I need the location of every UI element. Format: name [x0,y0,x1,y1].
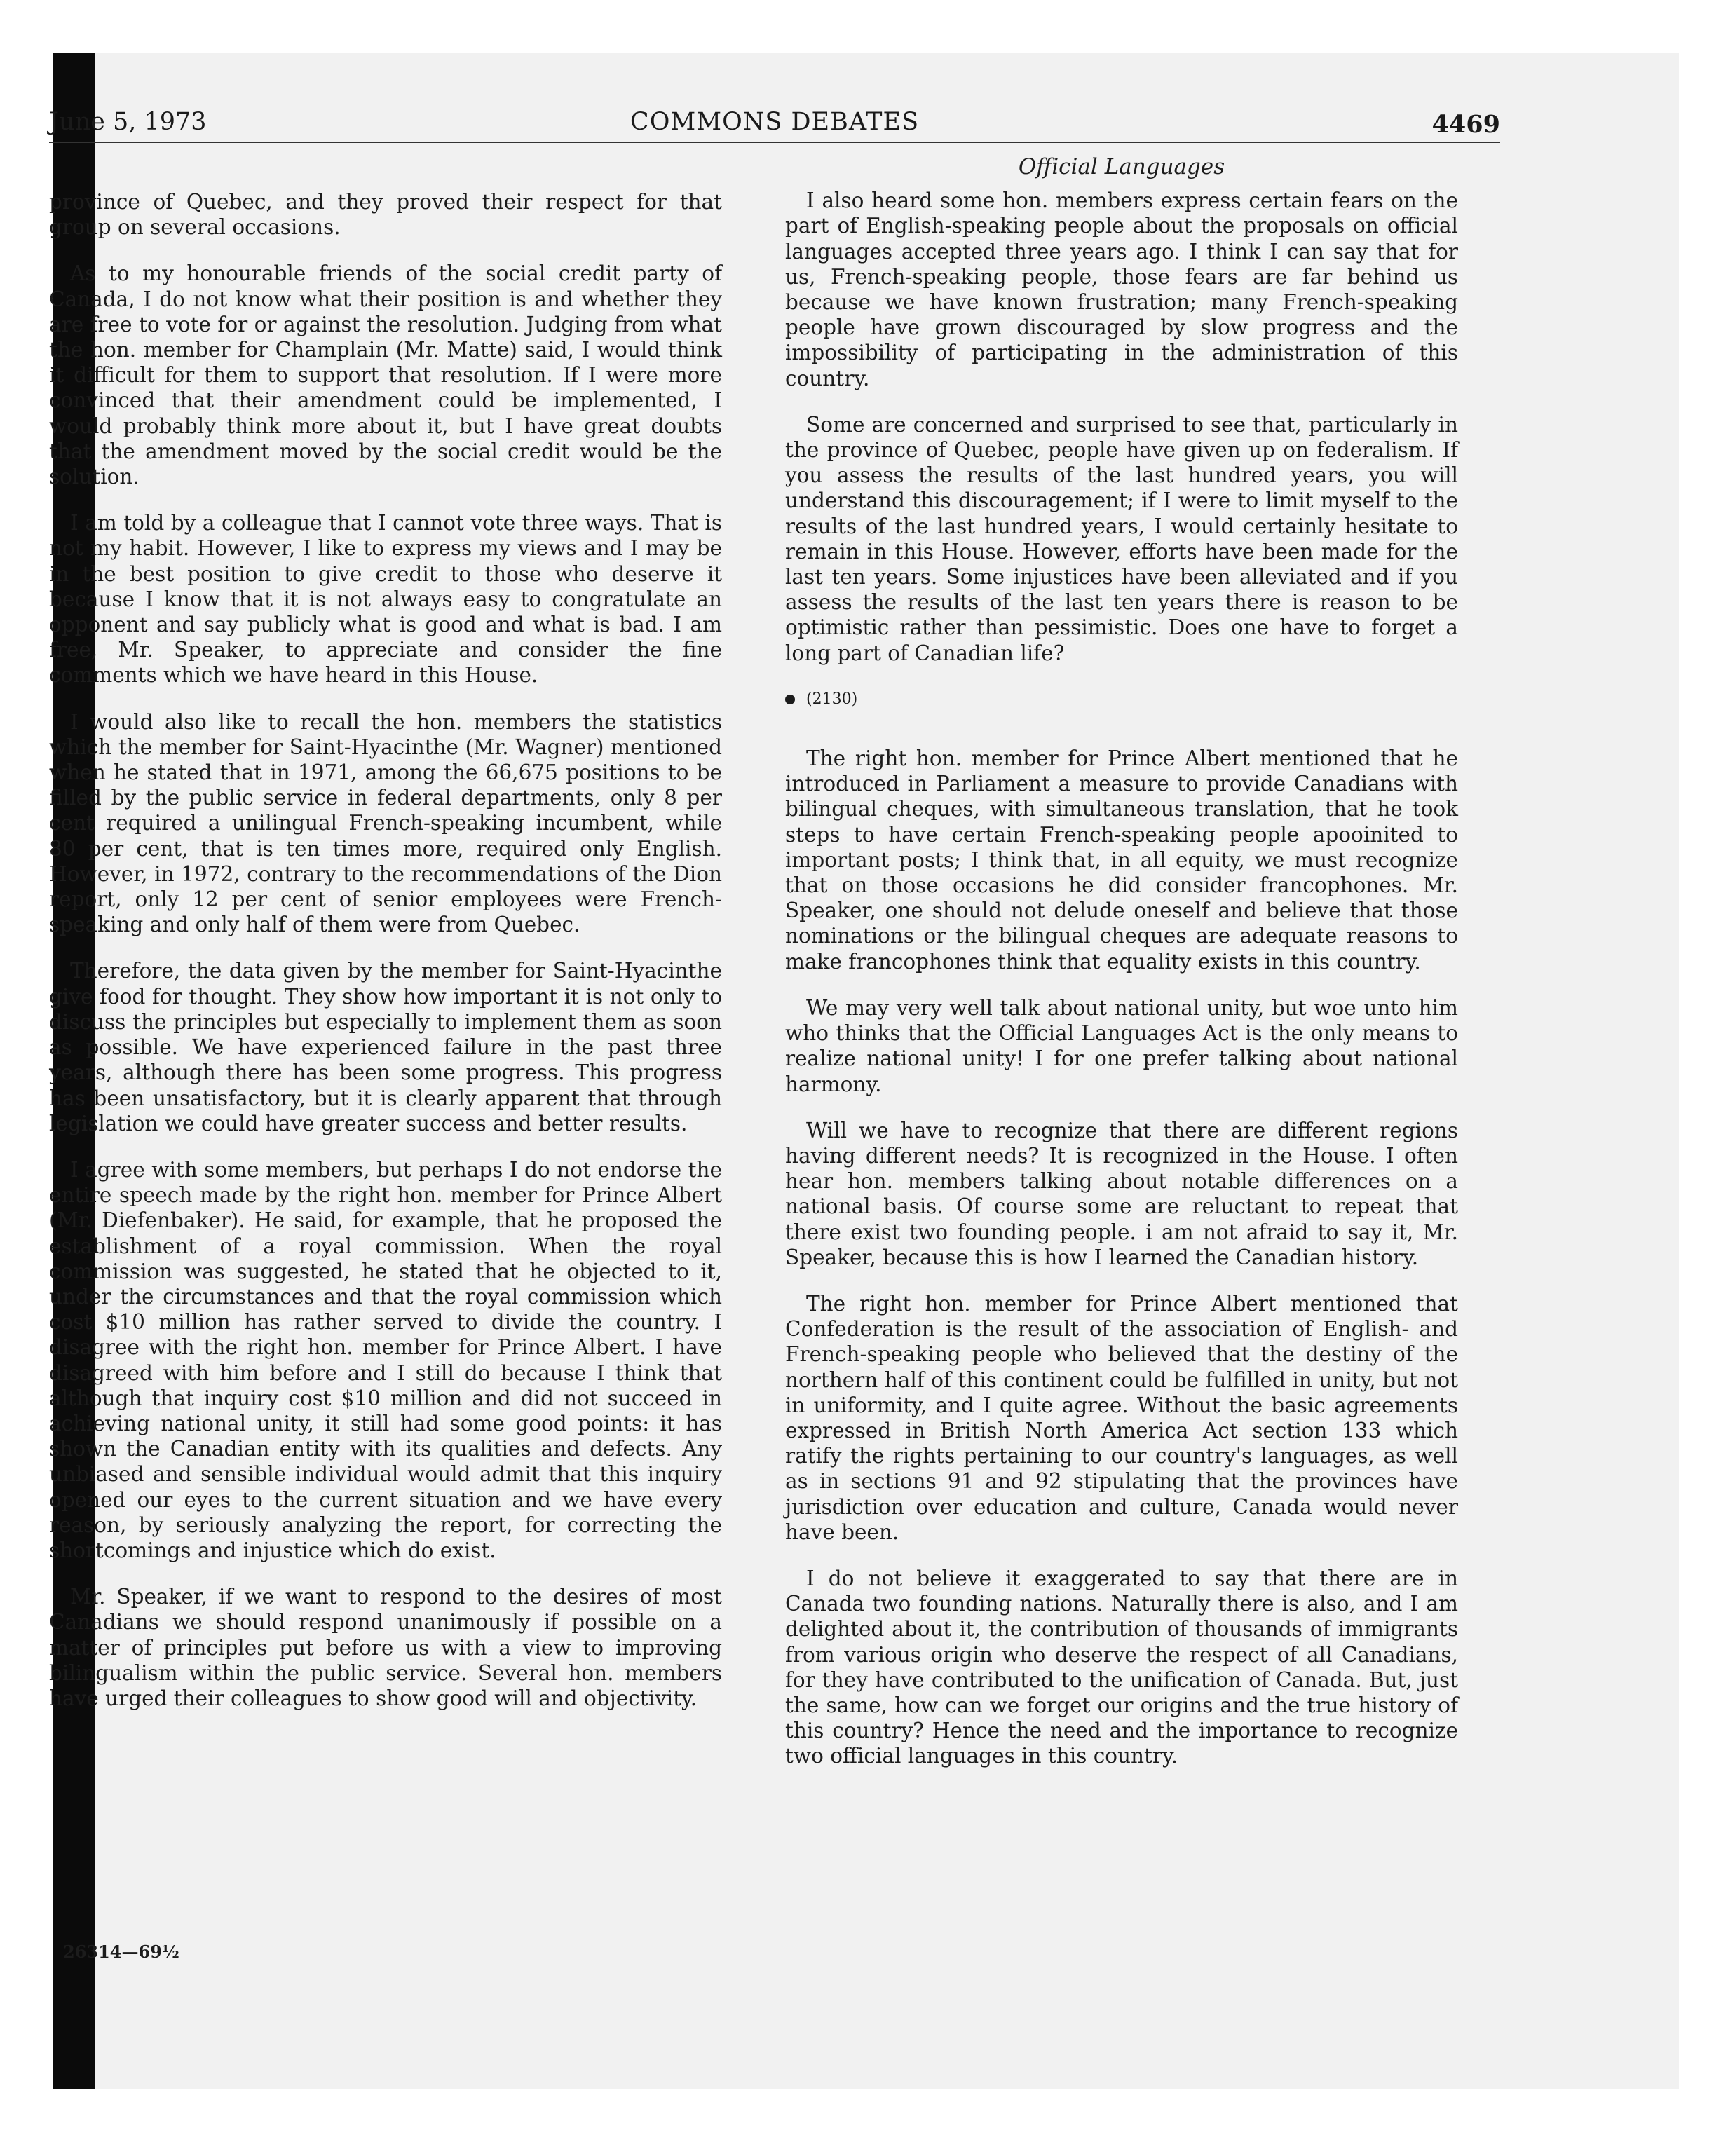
paragraph: I also heard some hon. members express certain fears on the part of English-speaking people about the proposals on official languages accepted three years ago. I think I can say that for us, French-speaking people, those fears are far behind us because we have known frustration; many French-speaking people have grown discouraged by slow progress and the impossibility of participating in the administration of this country. [785,189,1458,390]
paragraph: We may very well talk about national unity, but woe unto him who thinks that the Official Languages Act is the only means to realize national unity! I for one prefer talking about national harmony. [785,995,1458,1096]
paragraph: Therefore, the data given by the member for Saint-Hyacinthe give food for thought. They show how important it is not only to discuss the principles but especially to implement them as soon as possible. We have experienced failure in the past three years, although there has been some progress. This progress has been unsatisfactory, but it is clearly apparent that through legislation we could have greater success and better results. [49,959,722,1135]
left-column [49,189,722,1732]
header-page-number: 4469 [1431,110,1500,139]
paragraph: Mr. Speaker, if we want to respond to the desires of most Canadians we should respond unanimously if possible on a matter of principles put before us with a view to improving bilingualism within the public service. Several hon. members have urged their colleagues to show good will and objectivity. [49,1585,722,1710]
paragraph: The right hon. member for Prince Albert mentioned that he introduced in Parliament a measure to provide Canadians with bilingual cheques, with simultaneous translation, that he took steps to have certain French-speaking people apooinited to important posts; I think that, in all equity, we must recognize that on those occasions he did consider francophones. Mr. Speaker, one should not delude oneself and believe that those nominations or the bilingual cheques are adequate reasons to make francophones think that equality exists in this country. [785,746,1458,974]
paragraph: As to my honourable friends of the social credit party of Canada, I do not know what their position is and whether they are free to vote for or against the resolution. Judging from what the hon. member for Champlain (Mr. Matte) said, I would think it difficult for them to support that resolution. If I were more convinced that their amendment could be implemented, I would probably think more about it, but I have great doubts that the amendment moved by the social credit would be the solution. [49,261,722,489]
header-date: June 5, 1973 [49,108,207,136]
paragraph: I would also like to recall the hon. members the statistics which the member for Saint-Hyacinthe (Mr. Wagner) mentioned when he stated that in 1971, among the 66,675 positions to be filled by the public service in federal departments, only 8 per cent required a unilingual French-speaking incumbent, while 80 per cent, that is ten times more, required only English. However, in 1972, contrary to the recommendations of the Dion report, only 12 per cent of senior employees were French-speaking and only half of them were from Quebec. [49,709,722,937]
paragraph: Will we have to recognize that there are different regions having different needs? It is recognized in the House. I often hear hon. members talking about notable differences on a national basis. Of course some are reluctant to repeat that there exist two founding people. i am not afraid to say it, Mr. Speaker, because this is how I learned the Canadian history. [785,1118,1458,1269]
bullet-icon [785,695,795,704]
page-header [49,100,1500,143]
paragraph: The right hon. member for Prince Albert mentioned that Confederation is the result of the association of English- and French-speaking people who believed that the destiny of the northern half of this continent could be fulfilled in unity, but not in uniformity, and I quite agree. Without the basic agreements expressed in British North America Act section 133 which ratify the rights pertaining to our country's languages, as well as in sections 91 and 92 stipulating that the provinces have jurisdiction over education and culture, Canada would never have been. [785,1291,1458,1544]
paragraph: province of Quebec, and they proved their respect for that group on several occasions. [49,190,722,240]
right-column [785,154,1458,1790]
time-marker [785,687,1458,712]
section-title: Official Languages [1018,154,1225,179]
printer-code: 26314—69½ [63,1942,179,1962]
time-marker-text: (2130) [806,690,858,708]
paragraph: I do not believe it exaggerated to say that there are in Canada two founding nations. Naturally there is also, and I am delighted about it, the contribution of thousands of immigrants from various origin who deserve the respect of all Canadians, for they have contributed to the unification of Canada. But, just the same, how can we forget our origins and the true history of this country? Hence the need and the importance to recognize two official languages in this country. [785,1566,1458,1768]
header-title: COMMONS DEBATES [630,108,920,136]
paragraph: I agree with some members, but perhaps I do not endorse the entire speech made by the right hon. member for Prince Albert (Mr. Diefenbaker). He said, for example, that he proposed the establishment of a royal commission. When the royal commission was suggested, he stated that he objected to it, under the circumstances and that the royal commission which cost $10 million has rather served to divide the country. I disagree with the right hon. member for Prince Albert. I have disagreed with him before and I still do because I think that although that inquiry cost $10 million and did not succeed in achieving national unity, it still had some good points: it has shown the Canadian entity with its qualities and defects. Any unbiased and sensible individual would admit that this inquiry opened our eyes to the current situation and we have every reason, by seriously analyzing the report, for correcting the shortcomings and injustice which do exist. [49,1157,722,1562]
paragraph: I am told by a colleague that I cannot vote three ways. That is not my habit. However, I like to express my views and I may be in the best position to give credit to those who deserve it because I know that it is not always easy to congratulate an opponent and say publicly what is good and what is bad. I am free, Mr. Speaker, to appreciate and consider the fine comments which we have heard in this House. [49,511,722,688]
paragraph: Some are concerned and surprised to see that, particularly in the province of Quebec, people have given up on federalism. If you assess the results of the last hundred years, you will understand this discouragement; if I were to limit myself to the results of the last hundred years, I would certainly hesitate to remain in this House. However, efforts have been made for the last ten years. Some injustices have been alleviated and if you assess the results of the last ten years there is reason to be optimistic rather than pessimistic. Does one have to forget a long part of Canadian life? [785,412,1458,665]
